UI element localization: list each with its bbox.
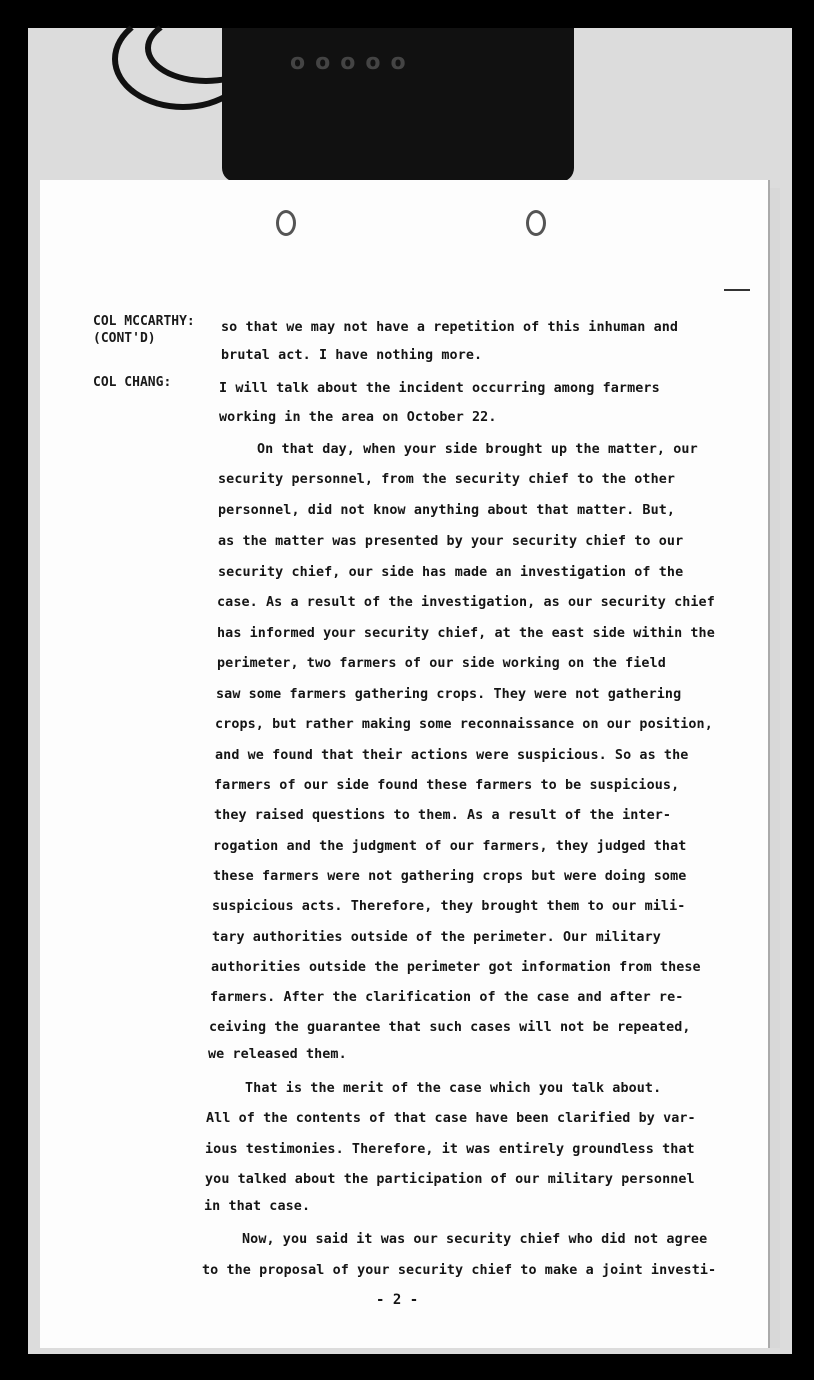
text-line: brutal act. I have nothing more. xyxy=(221,348,483,363)
text-line: as the matter was presented by your security chief to our xyxy=(218,534,684,549)
text-line: rogation and the judgment of our farmers, they judged that xyxy=(213,839,687,854)
text-line: security chief, our side has made an investigation of the xyxy=(218,565,684,580)
text-line: authorities outside the perimeter got information from these xyxy=(211,960,701,975)
punch-hole xyxy=(276,210,296,236)
text-line: we released them. xyxy=(208,1047,347,1062)
text-line: case. As a result of the investigation, as our security chief xyxy=(217,595,715,610)
text-line: they raised questions to them. As a result of the inter- xyxy=(214,808,672,823)
text-line: All of the contents of that case have been clarified by var- xyxy=(206,1111,696,1126)
text-line: saw some farmers gathering crops. They were not gathering xyxy=(216,687,682,702)
text-line: to the proposal of your security chief to make a joint investi- xyxy=(202,1263,717,1278)
text-line: ious testimonies. Therefore, it was entirely groundless that xyxy=(205,1142,695,1157)
binder-clip-rivets: ooooo xyxy=(290,50,416,75)
text-line: Now, you said it was our security chief who did not agree xyxy=(242,1232,708,1247)
text-line: I will talk about the incident occurring among farmers xyxy=(219,381,660,396)
text-line: That is the merit of the case which you talk about. xyxy=(245,1081,662,1096)
text-line: perimeter, two farmers of our side working on the field xyxy=(217,656,666,671)
text-line: in that case. xyxy=(204,1199,311,1214)
text-line: farmers of our side found these farmers to be suspicious, xyxy=(214,778,680,793)
speaker-label: COL CHANG: xyxy=(93,375,172,390)
text-line: crops, but rather making some reconnaissance on our position, xyxy=(215,717,713,732)
text-line: farmers. After the clarification of the case and after re- xyxy=(210,990,684,1005)
text-line: tary authorities outside of the perimeter. Our military xyxy=(212,930,661,945)
text-line: personnel, did not know anything about that matter. But, xyxy=(218,503,676,518)
sheet-edge xyxy=(766,188,780,1348)
text-line: security personnel, from the security chief to the other xyxy=(218,472,676,487)
punch-hole xyxy=(526,210,546,236)
text-line: On that day, when your side brought up the matter, our xyxy=(257,442,698,457)
text-line: ceiving the guarantee that such cases will not be repeated, xyxy=(209,1020,691,1035)
text-line: these farmers were not gathering crops but were doing some xyxy=(213,869,687,884)
margin-mark xyxy=(724,289,750,291)
speaker-label: COL MCCARTHY: xyxy=(93,314,195,329)
text-line: you talked about the participation of our military personnel xyxy=(205,1172,695,1187)
text-line: suspicious acts. Therefore, they brought them to our mili- xyxy=(212,899,686,914)
speaker-continued: (CONT'D) xyxy=(93,331,156,346)
text-line: working in the area on October 22. xyxy=(219,410,497,425)
page-number: - 2 - xyxy=(376,1292,419,1308)
text-line: has informed your security chief, at the east side within the xyxy=(217,626,715,641)
text-line: and we found that their actions were suspicious. So as the xyxy=(215,748,689,763)
text-line: so that we may not have a repetition of this inhuman and xyxy=(221,320,679,335)
